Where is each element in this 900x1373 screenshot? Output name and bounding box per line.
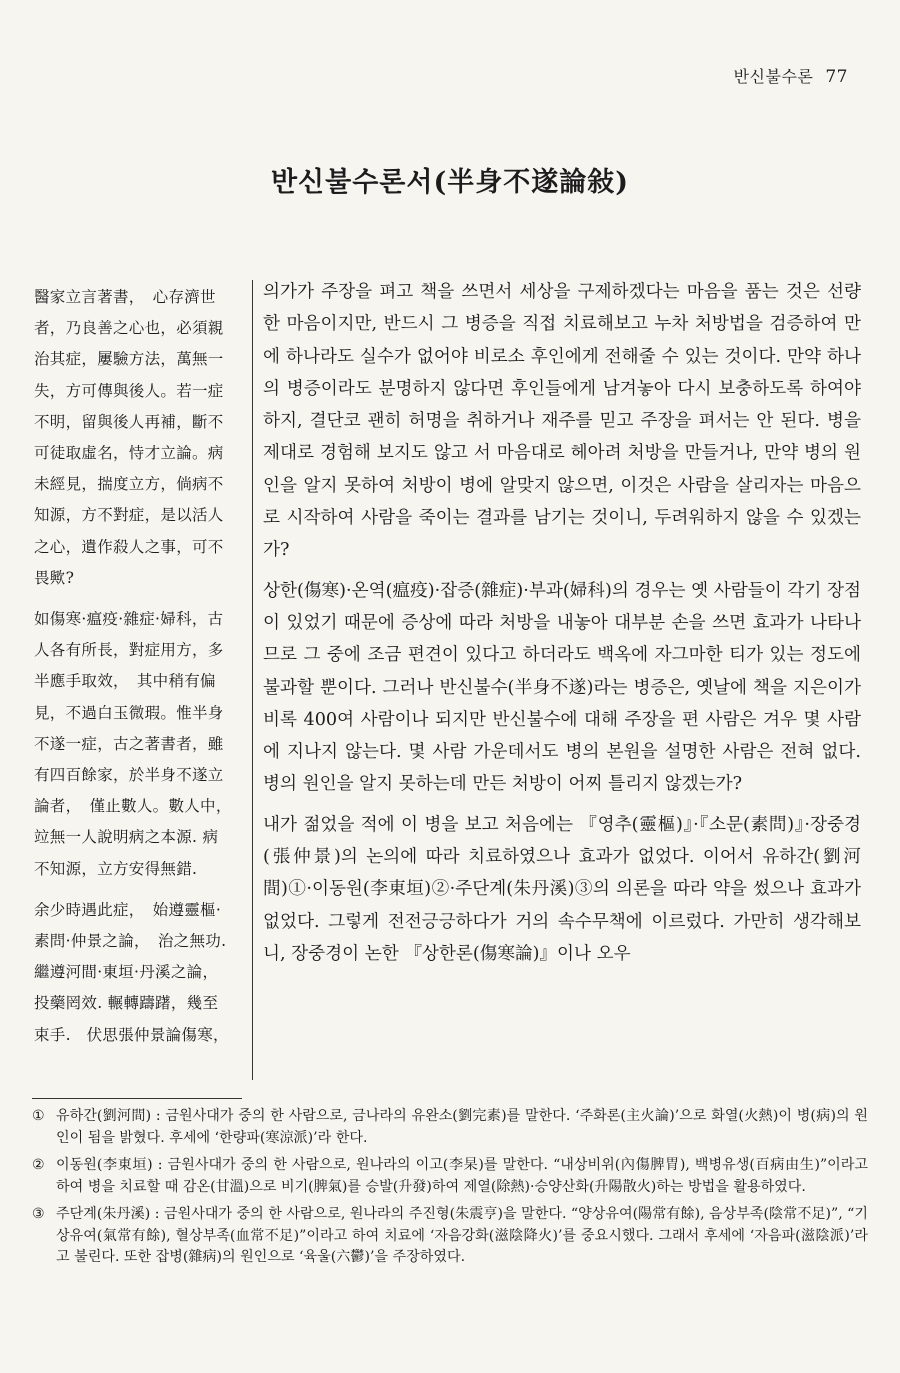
- footnotes: [32, 1106, 868, 1275]
- footnote-marker: ③: [32, 1206, 45, 1222]
- chinese-paragraph-3: 余少時遇此症， 始遵靈樞·素問·仲景之論， 治之無功.繼遵河間·東垣·丹溪之論，投藥罔效. 輾轉躊躇，幾至束手. 伏思張仲景論傷寒，: [34, 900, 229, 1044]
- footnote-3: [32, 1204, 868, 1269]
- page-number: 77: [825, 67, 848, 87]
- korean-translation-column: [263, 276, 861, 978]
- footnote-marker: ②: [32, 1157, 45, 1173]
- chapter-title: 반신불수론서(半身不遂論敍): [270, 167, 630, 198]
- korean-paragraph-3: 내가 젊었을 적에 이 병을 보고 처음에는 『영추(靈樞)』·『소문(素問)』·장중경(張仲景)의 논의에 따라 치료하였으나 효과가 없었다. 이어서 유하간(劉河間)①·이동원(李東垣)②·주단계(朱丹溪)③의 의론을 따라 약을 썼으나 효과가 없었다. 그렇게 전전긍긍하다가 거의 속수무책에 이르렀다. 가만히 생각해보니, 장중경이 논한 『상한론(傷寒論)』이나 오우: [263, 814, 861, 964]
- column-divider: [252, 280, 253, 1080]
- footnote-divider: [32, 1098, 242, 1099]
- running-title: 반신불수론: [733, 67, 814, 86]
- korean-paragraph-1: 의가가 주장을 펴고 책을 쓰면서 세상을 구제하겠다는 마음을 품는 것은 선량한 마음이지만, 반드시 그 병증을 직접 치료해보고 누차 처방법을 검증하여 만에 하나라도 실수가 없어야 비로소 후인에게 전해줄 수 있는 것이다. 만약 하나의 병증이라도 분명하지 않다면 후인들에게 남겨놓아 다시 보충하도록 하여야 하지, 결단코 괜히 허명을 취하거나 재주를 믿고 주장을 펴서는 안 된다. 병을 제대로 경험해 보지도 않고 서 마음대로 헤아려 처방을 만들거나, 만약 병의 원인을 알지 못하여 처방이 병에 알맞지 않으면, 이것은 사람을 살리자는 마음으로 시작하여 사람을 죽이는 결과를 남기는 것이니, 두려워하지 않을 수 있겠는가?: [263, 282, 861, 561]
- footnote-text: 주단계(朱丹溪) : 금원사대가 중의 한 사람으로, 원나라의 주진형(朱震亨)을 말한다. “양상유여(陽常有餘), 음상부족(陰常不足)”, “기상유여(氣常有餘), 혈상부족(血常不足)”이라고 하여 치료에 ‘자음강화(滋陰降火)’를 중요시했다. 그래서 후세에 ‘자음파(滋陰派)’라고 불린다. 또한 잡병(雜病)의 원인으로 ‘육울(六鬱)’을 주장하였다.: [56, 1206, 868, 1265]
- chinese-paragraph-1: 醫家立言著書， 心存濟世者，乃良善之心也，必須親治其症，屢驗方法，萬無一失，方可傳與後人。若一症不明，留與後人再補，斷不可徒取虛名，恃才立論。病未經見，揣度立方，倘病不知源，方不對症，是以活人之心，遺作殺人之事，可不畏歟?: [34, 288, 224, 587]
- korean-paragraph-2: 상한(傷寒)·온역(瘟疫)·잡증(雜症)·부과(婦科)의 경우는 옛 사람들이 각기 장점이 있었기 때문에 증상에 따라 처방을 내놓아 대부분 손을 쓰면 효과가 나타나므로 그 중에 조금 편견이 있다고 하더라도 백옥에 자그마한 티가 있는 정도에 불과할 뿐이다. 그러나 반신불수(半身不遂)라는 병증은, 옛날에 책을 지은이가 비록 400여 사람이나 되지만 반신불수에 대해 주장을 편 사람은 겨우 몇 사람에 지나지 않는다. 몇 사람 가운데서도 병의 본원을 설명한 사람은 전혀 없다. 병의 원인을 알지 못하는데 만든 처방이 어찌 틀리지 않겠는가?: [263, 580, 861, 795]
- classical-chinese-column: [34, 282, 234, 1061]
- footnote-text: 이동원(李東垣) : 금원사대가 중의 한 사람으로, 원나라의 이고(李杲)를 말한다. “내상비위(內傷脾胃), 백병유생(百病由生)”이라고 하여 병을 치료할 때 감온(甘溫)으로 비기(脾氣)를 승발(升發)하여 제열(除熱)·승양산화(升陽散火)하는 방법을 활용하였다.: [56, 1157, 868, 1195]
- footnote-1: [32, 1106, 868, 1149]
- running-header: [734, 64, 848, 87]
- chinese-paragraph-2: 如傷寒·瘟疫·雜症·婦科，古人各有所長，對症用方，多半應手取效， 其中稍有偏見，不過白玉微瑕。惟半身不遂一症，古之著書者，雖有四百餘家，於半身不遂立論者， 僅止數人。數人中，竝無一人說明病之本源. 病不知源，立方安得無錯.: [34, 610, 232, 878]
- footnote-marker: ①: [32, 1108, 45, 1124]
- footnote-text: 유하간(劉河間) : 금원사대가 중의 한 사람으로, 금나라의 유완소(劉完素)를 말한다. ‘주화론(主火論)’으로 화열(火熱)이 병(病)의 원인이 됨을 밝혔다. 후세에 ‘한량파(寒涼派)’라 한다.: [56, 1108, 868, 1146]
- footnote-2: [32, 1155, 868, 1198]
